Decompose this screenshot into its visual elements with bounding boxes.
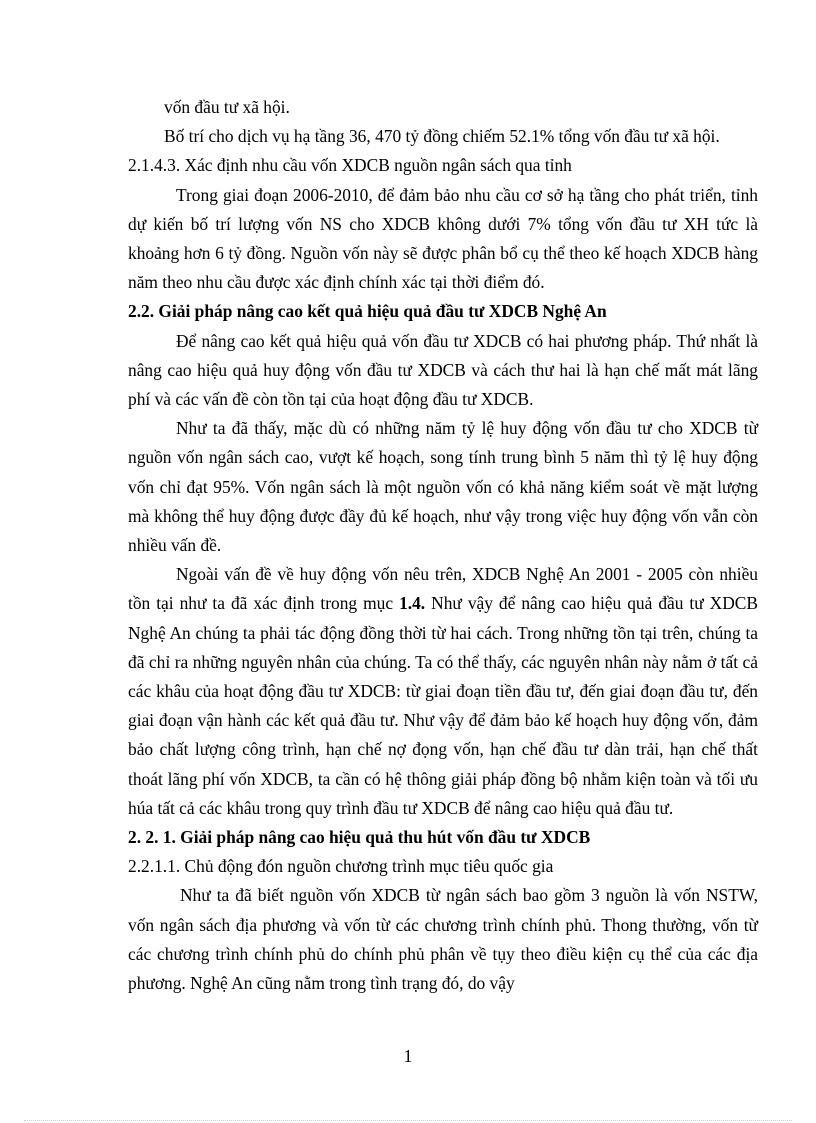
page-number: 1 <box>403 1046 413 1066</box>
paragraph-two-methods: Để nâng cao kết quả hiệu quả vốn đầu tư XDCB có hai phương pháp. Thứ nhất là nâng cao hiệu quả huy động vốn đầu tư XDCB và cách thư hai là hạn chế mất mát lãng phí và các vấn đề còn tồn tại của hoạt động đầu tư XDCB. <box>128 330 758 410</box>
section-heading-2-2: 2.2. Giải pháp nâng cao kết quả hiệu quả đầu tư XDCB Nghệ An <box>128 301 607 322</box>
subsection-heading-2-2-1-1: 2.2.1.1. Chủ động đón nguồn chương trình mục tiêu quốc gia <box>128 856 554 877</box>
text-run: Như vậy để nâng cao hiệu quả đầu tư XDCB Nghệ An chúng ta phải tác động đồng thời từ hai cách. Trong những tồn tại trên, chúng ta đã chỉ ra những nguyên nhân của chúng. Ta có thể thấy, các nguyên nhân này nằm ở tất cả các khâu của hoạt động đầu tư XDCB: từ giai đoạn tiền đầu tư, đến giai đoạn đầu tư, đến giai đoạn vận hành các kết quả đầu tư. Như vậy để đảm bảo kế hoạch huy động vốn, đảm bảo chất lượng công trình, hạn chế nợ đọng vốn, hạn chế đầu tư dàn trải, hạn chế thất thoát lãng phí vốn XDCB, ta cần có hệ thông giải pháp đồng bộ nhằm kiện toàn và tối ưu húa tất cả các khâu trong quy trình đầu tư XDCB để nâng cao hiệu quả đầu tư. <box>128 593 758 818</box>
subsection-heading-2-1-4-3: 2.1.4.3. Xác định nhu cầu vốn XDCB nguồn ngân sách qua tỉnh <box>128 155 572 176</box>
paragraph-budget-need: Trong giai đoạn 2006-2010, để đảm bảo nhu cầu cơ sở hạ tầng cho phát triển, tỉnh dự kiến bố trí lượng vốn NS cho XDCB không dưới 7% tổng vốn đầu tư XH tức là khoảng hơn 6 tỷ đồng. Nguồn vốn này sẽ được phân bổ cụ thể theo kế hoạch XDCB hàng năm theo nhu cầu được xác định chính xác tại thời điểm đó. <box>128 184 758 293</box>
paragraph-existing-issues <box>128 560 758 823</box>
section-heading-2-2-1: 2. 2. 1. Giải pháp nâng cao hiệu quả thu hút vốn đầu tư XDCB <box>128 827 591 848</box>
page-bottom-border <box>24 1120 792 1121</box>
paragraph-continuation: vốn đầu tư xã hội. <box>164 97 290 117</box>
bold-reference: 1.4. <box>399 593 426 614</box>
paragraph-infrastructure-allocation: Bố trí cho dịch vụ hạ tầng 36, 470 tỷ đồng chiếm 52.1% tổng vốn đầu tư xã hội. <box>164 126 720 147</box>
document-body <box>128 93 758 998</box>
paragraph-mobilization-rate: Như ta đã thấy, mặc dù có những năm tỷ lệ huy động vốn đầu tư cho XDCB từ nguồn vốn ngân sách cao, vượt kế hoạch, song tính trung bình 5 năm thì tỷ lệ huy động vốn chỉ đạt 95%. Vốn ngân sách là một nguồn vốn có khả năng kiểm soát về mặt lượng mà không thể huy động được đầy đủ kế hoạch, như vậy trong việc huy động vốn vẫn còn nhiều vấn đề. <box>128 418 758 556</box>
text-run: Ngoài vấn đề về huy động vốn nêu trên, XDCB Nghệ An 2001 - 2005 còn nhiều tồn tại như ta đã xác định trong mục <box>128 564 758 614</box>
paragraph-budget-sources: Như ta đã biết nguồn vốn XDCB từ ngân sách bao gồm 3 nguồn là vốn NSTW, vốn ngân sách địa phương và vốn từ các chương trình chính phủ. Thong thường, vốn từ các chương trình chính phủ do chính phủ phân về tụy theo điều kiện cụ thể của các địa phương. Nghệ An cũng nằm trong tình trạng đó, do vậy <box>128 885 758 994</box>
